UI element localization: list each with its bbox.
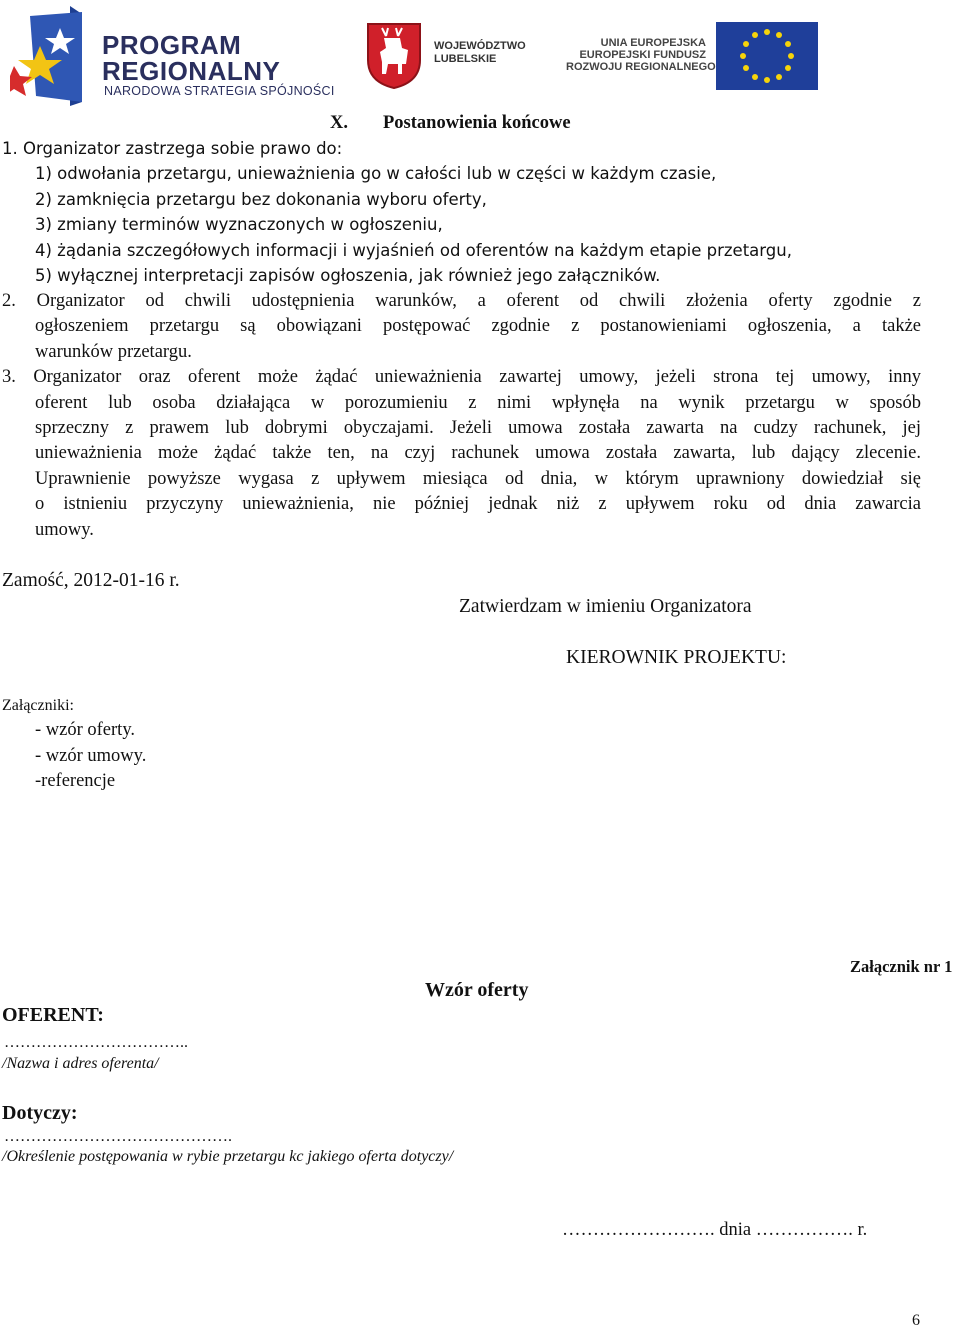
concerns-hint: /Określenie postępowania w rybie przetargu kc jakiego oferta dotyczy/ <box>2 1148 454 1165</box>
place-and-date: Zamość, 2012-01-16 r. <box>2 570 180 591</box>
paragraph-3-line: Uprawnienie powyższe wygasa z upływem miesiąca od dnia, w którym uprawniony dowiedział się <box>35 469 921 489</box>
paragraph-3-line: umowy. <box>35 520 94 540</box>
approval-text: Zatwierdzam w imieniu Organizatora <box>459 596 752 617</box>
project-manager-label: KIEROWNIK PROJEKTU: <box>566 647 787 668</box>
program-subtitle: NARODOWA STRATEGIA SPÓJNOŚCI <box>104 84 335 98</box>
wojewodztwo-lubelskie-logo <box>364 20 534 92</box>
offeror-label: OFERENT: <box>2 1004 104 1026</box>
paragraph-3-line: o istnieniu przyczyny unieważnienia, nie później jednak niż z upływem roku od dnia zawarcia <box>35 494 921 514</box>
attachment-number: Załącznik nr 1 <box>850 957 953 976</box>
ue-line1: UNIA EUROPEJSKA <box>600 37 706 49</box>
program-title-line2: REGIONALNY <box>102 56 281 86</box>
deer-shield-icon <box>364 20 424 90</box>
attachments-label: Załączniki: <box>2 697 74 714</box>
date-line: ……………………. dnia ……………. r. <box>562 1220 868 1240</box>
ue-line3: ROZWOJU REGIONALNEGO <box>566 61 716 73</box>
star-emblem-icon <box>10 6 94 106</box>
offeror-hint: /Nazwa i adres oferenta/ <box>2 1055 159 1072</box>
attachment-item: -referencje <box>35 771 116 791</box>
concerns-label: Dotyczy: <box>2 1102 78 1124</box>
list-item: 5) wyłącznej interpretacji zapisów ogłoszenia, jak również jego załączników. <box>35 266 661 285</box>
list-item: 4) żądania szczegółowych informacji i wyjaśnień od oferentów na każdym etapie przetargu, <box>35 241 792 260</box>
list-item: 2) zamknięcia przetargu bez dokonania wyboru oferty, <box>35 190 487 209</box>
offeror-dots: …………………………….. <box>4 1034 188 1051</box>
paragraph-3-line: unieważnienia może żądać także ten, na czyj rachunek umowa została zawarta, lub dający zlecenie. <box>35 443 921 463</box>
form-title: Wzór oferty <box>425 979 529 1001</box>
paragraph-3-line: sprzeczny z prawem lub dobrymi obyczajami. Jeżeli umowa została zawarta na cudzy rachunek, jej <box>35 418 921 438</box>
eu-flag-icon <box>716 22 818 90</box>
paragraph-2-line: ogłoszeniem przetargu są obowiązani postępować zgodnie z postanowieniami ogłoszenia, a także <box>35 316 921 336</box>
list-item: 3) zmiany terminów wyznaczonych w ogłoszeniu, <box>35 215 443 234</box>
paragraph-2-line: warunków przetargu. <box>35 342 192 362</box>
program-regionalny-logo <box>10 6 335 102</box>
section-title: Postanowienia końcowe <box>383 113 571 133</box>
ue-line2: EUROPEJSKI FUNDUSZ <box>579 49 706 61</box>
paragraph-2-line: 2. Organizator od chwili udostępnienia warunków, a oferent od chwili złożenia oferty zgodnie z <box>2 291 921 311</box>
lubelskie-line1: WOJEWÓDZTWO <box>434 40 526 52</box>
list-item: 1) odwołania przetargu, unieważnienia go w całości lub w części w każdym czasie, <box>35 164 717 183</box>
attachment-item: - wzór oferty. <box>35 720 135 740</box>
attachment-item: - wzór umowy. <box>35 746 147 766</box>
page-number: 6 <box>912 1312 920 1329</box>
section-number: X. <box>330 113 348 133</box>
lubelskie-line2: LUBELSKIE <box>434 53 497 65</box>
program-title-line1: PROGRAM <box>102 30 242 60</box>
paragraph-3-line: 3. Organizator oraz oferent może żądać unieważnienia zawartej umowy, jeżeli strona tej umowy, inny <box>2 367 921 387</box>
concerns-dots: ……………………………………. <box>4 1128 232 1145</box>
european-union-logo <box>566 22 820 92</box>
paragraph-1-intro: 1. Organizator zastrzega sobie prawo do: <box>2 139 343 158</box>
paragraph-3-line: oferent lub osoba działająca w porozumieniu z nimi wpłynęła na wynik przetargu w sposób <box>35 393 921 413</box>
